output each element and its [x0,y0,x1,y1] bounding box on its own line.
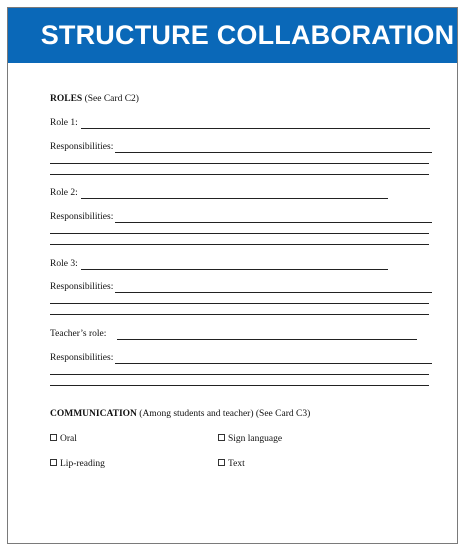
teacher-role-label: Teacher’s role: [50,329,107,339]
role-1-field[interactable] [81,128,430,129]
role-2-responsibilities-label: Responsibilities: [50,212,114,222]
role-3-responsibilities-label: Responsibilities: [50,282,114,292]
role-1-responsibilities-label: Responsibilities: [50,142,114,152]
worksheet-title: STRUCTURE COLLABORATION [40,20,455,50]
communication-heading-note: (Among students and teacher) (See Card C3) [136,409,311,419]
communication-heading-label: COMMUNICATION [50,409,137,419]
checkbox-icon[interactable] [218,459,225,466]
option-oral[interactable] [50,434,77,444]
role-1-responsibilities-line-2[interactable] [50,163,429,164]
role-2-responsibilities-line-2[interactable] [50,233,429,234]
roles-heading [50,94,139,104]
worksheet-page [7,7,458,544]
role-1-label: Role 1: [50,118,78,128]
role-3-responsibilities-line-3[interactable] [50,314,429,315]
role-3-responsibilities-line-2[interactable] [50,303,429,304]
option-lip-reading[interactable] [50,459,105,469]
option-sign-language[interactable] [218,434,282,444]
role-1-responsibilities-line-1[interactable] [115,152,432,153]
communication-heading [50,409,310,419]
teacher-role-field[interactable] [117,339,417,340]
checkbox-icon[interactable] [218,434,225,441]
option-text-label: Text [228,459,245,469]
role-1-responsibilities-line-3[interactable] [50,174,429,175]
role-2-responsibilities-line-1[interactable] [115,222,432,223]
role-3-label: Role 3: [50,259,78,269]
option-text[interactable] [218,459,245,469]
role-3-field[interactable] [81,269,388,270]
teacher-responsibilities-line-2[interactable] [50,374,429,375]
option-lip-reading-label: Lip-reading [60,459,105,469]
checkbox-icon[interactable] [50,459,57,466]
role-2-responsibilities-line-3[interactable] [50,244,429,245]
roles-heading-label: ROLES [50,94,83,104]
option-oral-label: Oral [60,434,77,444]
option-sign-language-label: Sign language [228,434,283,444]
role-2-field[interactable] [81,198,388,199]
title-banner [8,8,457,63]
roles-heading-note: (See Card C2) [82,94,139,104]
teacher-responsibilities-line-3[interactable] [50,385,429,386]
checkbox-icon[interactable] [50,434,57,441]
teacher-responsibilities-label: Responsibilities: [50,353,114,363]
role-3-responsibilities-line-1[interactable] [115,292,432,293]
role-2-label: Role 2: [50,188,78,198]
teacher-responsibilities-line-1[interactable] [115,363,432,364]
